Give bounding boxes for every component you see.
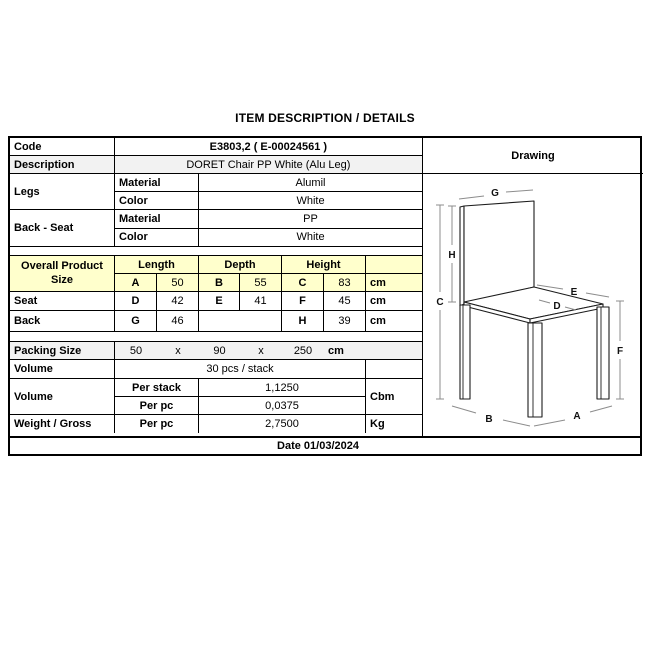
- dim-label-a: A: [573, 411, 581, 422]
- packing-x-2: x: [258, 344, 264, 357]
- length-value-a: 50: [171, 276, 184, 289]
- volume-per-pc-row: [115, 397, 365, 414]
- drawing-area: [423, 174, 643, 436]
- packing-unit: cm: [328, 344, 344, 357]
- back-seat-block: [10, 210, 422, 246]
- legs-label: Legs: [10, 174, 115, 209]
- back-seat-material-row: [115, 210, 422, 229]
- back-value-h: 39: [324, 311, 366, 331]
- spec-table: [8, 136, 642, 456]
- dim-label-f: F: [616, 346, 624, 357]
- length-column: [115, 256, 199, 291]
- code-label: Code: [10, 138, 115, 155]
- height-column: [282, 256, 366, 291]
- description-label: Description: [10, 156, 115, 173]
- section-gap: [10, 331, 422, 342]
- overall-size-label: Overall Product Size: [10, 256, 115, 291]
- back-row: [10, 311, 422, 331]
- weight-per-pc-label: Per pc: [115, 415, 199, 433]
- weight-row: [10, 415, 422, 433]
- dim-label-d: D: [553, 301, 561, 312]
- seat-value-e: 41: [240, 292, 282, 310]
- depth-values: [199, 274, 281, 291]
- back-unit: cm: [370, 315, 386, 327]
- chair-leg-front: [528, 323, 542, 417]
- length-letter-a: A: [115, 274, 157, 291]
- dim-label-c: C: [436, 297, 444, 308]
- section-gap: [10, 246, 422, 256]
- seat-letter-f: F: [282, 292, 324, 310]
- back-seat-label: Back - Seat: [10, 210, 115, 246]
- legs-color-value: White: [296, 194, 325, 207]
- height-letter-c: C: [282, 274, 324, 291]
- back-depth-empty: [199, 311, 282, 331]
- legs-material-row: [115, 174, 422, 192]
- packing-value-2: 90: [213, 344, 226, 357]
- length-values: [115, 274, 198, 291]
- volume-block: [10, 379, 422, 415]
- date-value: Date 01/03/2024: [277, 440, 359, 452]
- dim-label-b: B: [485, 414, 493, 425]
- chair-backrest: [464, 201, 534, 304]
- back-label: Back: [10, 311, 115, 331]
- packing-row: [10, 342, 422, 360]
- unit-column: [366, 256, 422, 291]
- volume-subtable: [115, 379, 366, 414]
- back-value-g: 46: [157, 311, 199, 331]
- chair-backrest-edge: [460, 206, 464, 306]
- seat-label: Seat: [10, 292, 115, 310]
- dim-label-e: E: [570, 287, 578, 298]
- height-values: [282, 274, 365, 291]
- legs-material-label: Material: [115, 174, 199, 191]
- per-pc-label: Per pc: [115, 397, 199, 414]
- seat-letter-e: E: [199, 292, 240, 310]
- legs-color-row: [115, 192, 422, 209]
- volume-stack-value: 30 pcs / stack: [115, 360, 366, 378]
- chair-leg-back-left: [460, 305, 470, 399]
- seat-value-d: 42: [157, 292, 199, 310]
- back-seat-material-label: Material: [115, 210, 199, 228]
- packing-x-1: x: [175, 344, 181, 357]
- depth-header: Depth: [199, 256, 281, 274]
- depth-value-b: 55: [254, 276, 267, 289]
- seat-row: [10, 292, 422, 311]
- depth-column: [199, 256, 282, 291]
- packing-value-1: 50: [129, 344, 143, 357]
- packing-value-3: 250: [293, 344, 313, 357]
- height-header: Height: [282, 256, 365, 274]
- drawing-column: [423, 138, 643, 436]
- overall-size-block: [10, 256, 422, 292]
- date-row: [10, 436, 640, 454]
- packing-label: Packing Size: [10, 342, 115, 359]
- weight-unit: Kg: [370, 418, 385, 430]
- legs-subtable: [115, 174, 422, 209]
- table-left-column: [10, 138, 423, 436]
- height-value-c: 83: [338, 276, 351, 289]
- chair-drawing: [423, 174, 643, 433]
- legs-color-label: Color: [115, 192, 199, 209]
- per-pc-value: 0,0375: [265, 399, 299, 412]
- per-stack-value: 1,1250: [265, 381, 299, 394]
- code-row: [10, 138, 422, 156]
- dim-label-g: G: [491, 188, 499, 199]
- back-seat-color-value: White: [296, 231, 325, 244]
- table-main: [10, 138, 640, 436]
- volume-per-stack-row: [115, 379, 365, 397]
- volume-label: Volume: [10, 379, 115, 414]
- back-seat-color-label: Color: [115, 229, 199, 247]
- depth-letter-b: B: [199, 274, 240, 291]
- weight-value: 2,7500: [199, 415, 366, 433]
- seat-letter-d: D: [115, 292, 157, 310]
- volume-stack-label: Volume: [10, 360, 115, 378]
- back-letter-g: G: [115, 311, 157, 331]
- unit-cm: cm: [370, 276, 386, 289]
- length-header: Length: [115, 256, 198, 274]
- description-row: [10, 156, 422, 174]
- back-seat-subtable: [115, 210, 422, 246]
- back-letter-h: H: [282, 311, 324, 331]
- volume-stack-unit-empty: [366, 360, 422, 378]
- dim-label-h: H: [448, 250, 456, 261]
- legs-material-value: Alumil: [295, 176, 326, 189]
- seat-unit: cm: [370, 295, 386, 307]
- back-seat-material-value: PP: [303, 212, 318, 225]
- chair-leg-front-right: [597, 307, 609, 399]
- unit-header-empty: [366, 256, 422, 274]
- page-title: ITEM DESCRIPTION / DETAILS: [235, 111, 415, 125]
- legs-block: [10, 174, 422, 210]
- per-stack-label: Per stack: [115, 379, 199, 396]
- seat-value-f: 45: [324, 292, 366, 310]
- code-value: E3803,2 ( E-00024561 ): [209, 140, 328, 153]
- volume-stack-row: [10, 360, 422, 379]
- description-value: DORET Chair PP White (Alu Leg): [186, 158, 351, 171]
- back-seat-color-row: [115, 229, 422, 247]
- volume-unit: Cbm: [370, 390, 395, 403]
- weight-label: Weight / Gross: [10, 415, 115, 433]
- packing-values: [115, 342, 422, 359]
- drawing-header: Drawing: [423, 138, 643, 174]
